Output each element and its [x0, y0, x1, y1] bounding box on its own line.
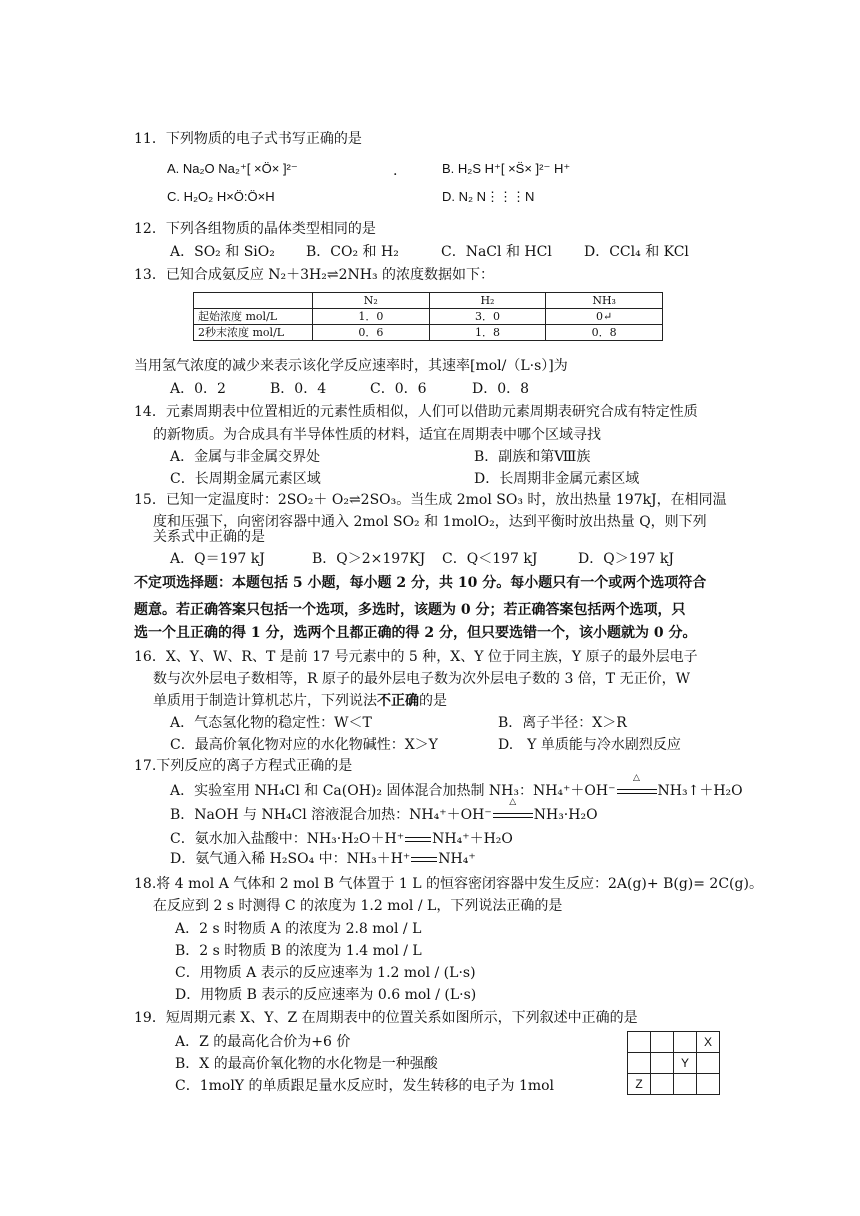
- equals-sign: [405, 837, 431, 842]
- heating-equals-sign: [492, 797, 534, 822]
- q19-option-a: A．Z 的最高化合价为+6 价: [175, 1034, 351, 1050]
- table-row: [194, 309, 663, 325]
- q12-option-b: B．CO₂ 和 H₂: [306, 244, 399, 260]
- q16-stem-line2: 数与次外层电子数相等，R 原子的最外层电子数为次外层电子数的 3 倍，T 无正价，W: [153, 671, 690, 687]
- q18-stem-line2: 在反应到 2 s 时测得 C 的浓度为 1.2 mol / L，下列说法正确的是: [153, 898, 563, 914]
- q16-emphasis-text: 不正确: [377, 693, 419, 709]
- table-row: [628, 1074, 720, 1095]
- q14-stem-line2: 的新物质。为合成具有半导体性质的材料，适宜在周期表中哪个区域寻找: [153, 427, 601, 443]
- q12-stem: 12．下列各组物质的晶体类型相同的是: [134, 221, 376, 237]
- grid-cell: [628, 1053, 651, 1074]
- grid-cell-x: X: [697, 1032, 720, 1053]
- q13-option-d: D．0．8: [472, 381, 530, 397]
- q17-option-d-reactants: D．氨气通入稀 H₂SO₄ 中：NH₃＋H⁺: [170, 851, 411, 867]
- q17-option-d-products: NH₄⁺: [438, 851, 476, 867]
- q19-option-c: C．1molY 的单质跟足量水反应时，发生转移的电子为 1mol: [175, 1078, 555, 1094]
- q17-option-d: [170, 852, 476, 866]
- table-cell: 1．8: [429, 325, 546, 341]
- table-cell: 3．0: [429, 309, 546, 325]
- q15-stem-line3: 关系式中正确的是: [153, 529, 265, 545]
- q16-option-c: C．最高价氧化物对应的水化物碱性：X＞Y: [170, 737, 438, 753]
- q17-option-a: [170, 773, 743, 799]
- q12-option-a: A．SO₂ 和 SiO₂: [170, 244, 275, 260]
- periodic-table-diagram: [627, 1031, 720, 1095]
- q17-option-a-products: NH₃↑＋H₂O: [657, 783, 743, 799]
- table-cell: 起始浓度 mol/L: [194, 309, 313, 325]
- q11-stray-dot: .: [393, 163, 398, 179]
- grid-cell: [628, 1032, 651, 1053]
- q14-option-b: B．副族和第Ⅷ族: [474, 449, 591, 465]
- grid-cell: [697, 1053, 720, 1074]
- section-instructions-line2: 题意。若正确答案只包括一个选项，多选时，该题为 0 分；若正确答案包括两个选项，只: [134, 602, 686, 618]
- q16-option-b: B．离子半径：X＞R: [498, 715, 627, 731]
- table-cell: NH₃: [546, 293, 663, 309]
- grid-cell: [674, 1074, 697, 1095]
- table-row: [628, 1053, 720, 1074]
- q13-stem: 13．已知合成氨反应 N₂＋3H₂⇌2NH₃ 的浓度数据如下：: [134, 267, 495, 283]
- q11-option-b: B. H₂S H⁺[ ×S̈× ]²⁻ H⁺: [442, 161, 571, 176]
- equals-sign: [411, 857, 437, 862]
- q16-option-a: A．气态氢化物的稳定性：W＜T: [170, 715, 372, 731]
- grid-cell: [651, 1053, 674, 1074]
- q16-stem-line1: 16．X、Y、W、R、T 是前 17 号元素中的 5 种，X、Y 位于同主族，Y 原子的最外层电子: [134, 649, 698, 665]
- q14-stem-line1: 14．元素周期表中位置相近的元素性质相似，人们可以借助元素周期表研究合成有特定性质: [134, 404, 698, 420]
- grid-cell: [674, 1032, 697, 1053]
- grid-cell: [697, 1074, 720, 1095]
- q11-stem: 11．下列物质的电子式书写正确的是: [134, 131, 362, 147]
- q15-option-c: C．Q＜197 kJ: [442, 551, 538, 567]
- grid-cell: [651, 1032, 674, 1053]
- q15-option-d: D．Q＞197 kJ: [578, 551, 674, 567]
- grid-cell: [651, 1074, 674, 1095]
- grid-cell-y: Y: [674, 1053, 697, 1074]
- table-header-row: [194, 293, 663, 309]
- q15-option-a: A．Q＝197 kJ: [170, 551, 265, 567]
- q18-option-d: D．用物质 B 表示的反应速率为 0.6 mol / (L·s): [175, 987, 477, 1003]
- q18-option-a: A．2 s 时物质 A 的浓度为 2.8 mol / L: [175, 921, 422, 937]
- q13-followup: 当用氢气浓度的减少来表示该化学反应速率时，其速率[mol/（L·s）]为: [134, 358, 568, 374]
- section-instructions-line3: 选一个且正确的得 1 分，选两个且都正确的得 2 分，但只要选错一个，该小题就为 0 分。: [134, 625, 697, 641]
- q12-option-d: D．CCl₄ 和 KCl: [584, 244, 689, 260]
- q16-stem-text: 单质用于制造计算机芯片，下列说法: [153, 693, 377, 709]
- table-cell: [194, 293, 313, 309]
- grid-cell-z: Z: [628, 1074, 651, 1095]
- table-cell: 1．0: [313, 309, 430, 325]
- q17-option-b: [170, 797, 598, 823]
- q17-option-b-reactants: B．NaOH 与 NH₄Cl 溶液混合加热：NH₄⁺＋OH⁻: [170, 807, 492, 823]
- heating-equals-sign: [616, 773, 658, 798]
- q18-option-c: C．用物质 A 表示的反应速率为 1.2 mol / (L·s): [175, 965, 476, 981]
- q12-option-c: C．NaCl 和 HCl: [441, 244, 552, 260]
- q17-option-c-reactants: C．氨水加入盐酸中：NH₃·H₂O＋H⁺: [170, 831, 405, 847]
- table-cell: 0↵: [546, 309, 663, 325]
- q15-stem-line2: 度和压强下，向密闭容器中通入 2mol SO₂ 和 1molO₂，达到平衡时放出热量 Q，则下列: [153, 514, 707, 530]
- q11-option-d: D. N₂ N⋮⋮⋮N: [442, 189, 535, 204]
- q16-stem-line3: [153, 694, 447, 708]
- q14-option-d: D．长周期非金属元素区域: [474, 471, 640, 487]
- q16-option-d: D. Y 单质能与冷水剧烈反应: [498, 737, 681, 753]
- q17-stem: 17.下列反应的离子方程式正确的是: [134, 758, 353, 774]
- q15-option-b: B．Q＞2×197KJ: [312, 551, 426, 567]
- q15-stem-line1: 15．已知一定温度时：2SO₂＋ O₂⇌2SO₃。当生成 2mol SO₃ 时，放出热量 197kJ，在相同温: [134, 492, 727, 508]
- q17-option-c-products: NH₄⁺＋H₂O: [432, 831, 513, 847]
- q19-option-b: B．X 的最高价氧化物的水化物是一种强酸: [175, 1056, 438, 1072]
- table-row: [628, 1032, 720, 1053]
- q18-option-b: B．2 s 时物质 B 的浓度为 1.4 mol / L: [175, 943, 422, 959]
- section-instructions-line1: 不定项选择题：本题包括 5 小题，每小题 2 分，共 10 分。每小题只有一个或两个选项符合: [134, 575, 707, 591]
- heat-triangle-icon: △: [509, 797, 517, 807]
- table-cell: N₂: [313, 293, 430, 309]
- table-row: [194, 325, 663, 341]
- q13-option-c: C．0．6: [370, 381, 427, 397]
- q14-option-a: A．金属与非金属交界处: [170, 449, 321, 465]
- q13-option-b: B．0．4: [270, 381, 327, 397]
- q17-option-c: [170, 832, 513, 846]
- q13-option-a: A．0．2: [170, 381, 226, 397]
- table-cell: 2秒末浓度 mol/L: [194, 325, 313, 341]
- heat-triangle-icon: △: [633, 773, 640, 783]
- q18-stem-line1: 18.将 4 mol A 气体和 2 mol B 气体置于 1 L 的恒容密闭容器中发生反应：2A(g)+ B(g)= 2C(g)。: [134, 876, 763, 892]
- table-cell: 0．8: [546, 325, 663, 341]
- table-cell: H₂: [429, 293, 546, 309]
- q14-option-c: C．长周期金属元素区域: [170, 471, 321, 487]
- q13-concentration-table: [193, 292, 663, 341]
- q19-stem: 19．短周期元素 X、Y、Z 在周期表中的位置关系如图所示，下列叙述中正确的是: [134, 1010, 638, 1026]
- q16-stem-tail: 的是: [419, 693, 447, 709]
- q17-option-b-products: NH₃·H₂O: [533, 807, 598, 823]
- q11-option-c: C. H₂O₂ H×Ö:Ö×H: [167, 189, 275, 204]
- q11-option-a: A. Na₂O Na₂⁺[ ×Ö× ]²⁻: [167, 161, 298, 176]
- table-cell: 0．6: [313, 325, 430, 341]
- q17-option-a-reactants: A．实验室用 NH₄Cl 和 Ca(OH)₂ 固体混合加热制 NH₃：NH₄⁺＋OH⁻: [170, 783, 616, 799]
